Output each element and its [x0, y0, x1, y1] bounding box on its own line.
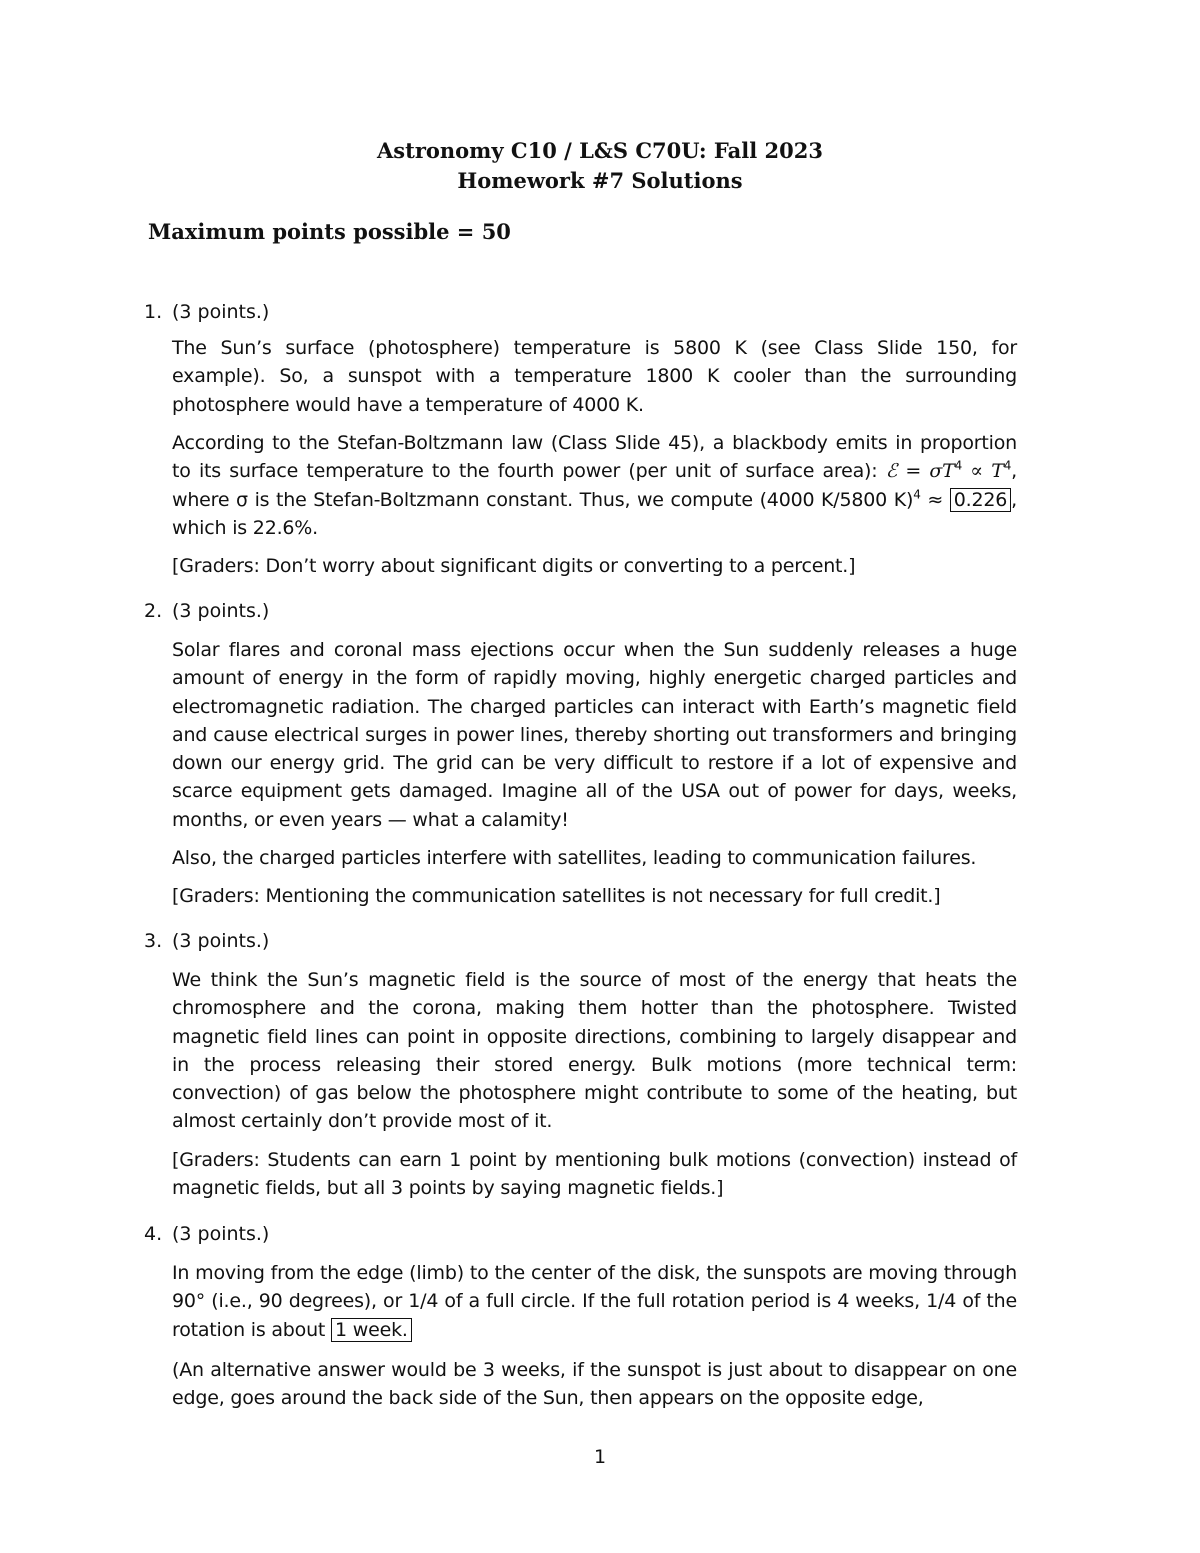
- q1-exp-2: 4: [1003, 458, 1012, 473]
- question-4-number: 4.: [144, 1223, 163, 1245]
- question-2-paragraph-1: Solar flares and coronal mass ejections occur when the Sun suddenly releases a huge amount of energy in the form of rapidly moving, highly energetic charged particles and electromagnetic radiation. The charged particles can interact with Earth’s magnetic field and cause electrical surges in power lines, thereby shorting out transformers and bringing down our energy grid. The grid can be very difficult to restore if a lot of expensive and scarce equipment gets damaged. Imagine all of the USA out of power for days, weeks, months, or even years — what a calamity!: [172, 639, 1017, 831]
- question-3-number: 3.: [144, 930, 163, 952]
- q1-text-b: , where σ is the Stefan-Boltzmann constant. Thus, we compute (4000 K/5800 K): [172, 460, 1017, 511]
- document-title: Astronomy C10 / L&S C70U: Fall 2023: [377, 138, 823, 163]
- page-number: 1: [593, 1446, 607, 1468]
- question-4-paragraph-2: (An alternative answer would be 3 weeks, if the sunspot is just about to disappear on one edge, goes around the back side of the Sun, then appears on the opposite edge,: [172, 1359, 1017, 1410]
- question-2-points: (3 points.): [172, 600, 270, 622]
- question-3-graders-note: [Graders: Students can earn 1 point by mentioning bulk motions (convection) instead of magnetic fields, but all 3 points by saying magnetic fields.]: [172, 1149, 1017, 1200]
- q1-equation-2: ∝ T: [962, 460, 1004, 483]
- q1-text-c: ≈: [920, 488, 950, 511]
- document-subtitle: Homework #7 Solutions: [457, 168, 743, 193]
- question-3-paragraph-1: We think the Sun’s magnetic field is the source of most of the energy that heats the chromosphere and the corona, making them hotter than the photosphere. Twisted magnetic field lines can point in opposite directions, combining to largely disappear and in the process releasing their stored energy. Bulk motions (more technical term: convection) of gas below the photosphere might contribute to some of the heating, but almost certainly don’t provide most of it.: [172, 969, 1017, 1133]
- question-1-graders-note: [Graders: Don’t worry about significant digits or converting to a percent.]: [172, 555, 856, 577]
- question-1-points: (3 points.): [172, 301, 270, 323]
- q1-exp-1: 4: [954, 458, 963, 473]
- question-3-points: (3 points.): [172, 930, 270, 952]
- q1-answer-box: 0.226: [950, 488, 1011, 512]
- q1-text-d: , which is 22.6%.: [172, 488, 1017, 539]
- question-2-number: 2.: [144, 600, 163, 622]
- q1-text-a: According to the Stefan-Boltzmann law (Class Slide 45), a blackbody emits in proportion to its surface temperature to the fourth power (per unit of surface area):: [172, 432, 1017, 483]
- question-2-graders-note: [Graders: Mentioning the communication satellites is not necessary for full credit.]: [172, 885, 941, 907]
- question-1-paragraph-1: The Sun’s surface (photosphere) temperature is 5800 K (see Class Slide 150, for example). So, a sunspot with a temperature 1800 K cooler than the surrounding photosphere would have a temperature of 4000 K.: [172, 337, 1017, 416]
- max-points: Maximum points possible = 50: [148, 219, 511, 244]
- question-4-points: (3 points.): [172, 1223, 270, 1245]
- question-4-paragraph-1: [172, 1259, 1017, 1344]
- question-2-paragraph-2: Also, the charged particles interfere with satellites, leading to communication failures.: [172, 847, 977, 869]
- question-1-paragraph-2: [172, 429, 1017, 542]
- q1-equation: ℰ = σT: [885, 460, 955, 483]
- q4-answer-box: 1 week.: [331, 1318, 412, 1342]
- q1-exp-3: 4: [913, 487, 921, 502]
- q4-text-a: In moving from the edge (limb) to the center of the disk, the sunspots are moving through 90° (i.e., 90 degrees), or 1/4 of a full circle. If the full rotation period is 4 weeks, 1/4 of the rotation is about: [172, 1262, 1017, 1341]
- question-1-number: 1.: [144, 301, 163, 323]
